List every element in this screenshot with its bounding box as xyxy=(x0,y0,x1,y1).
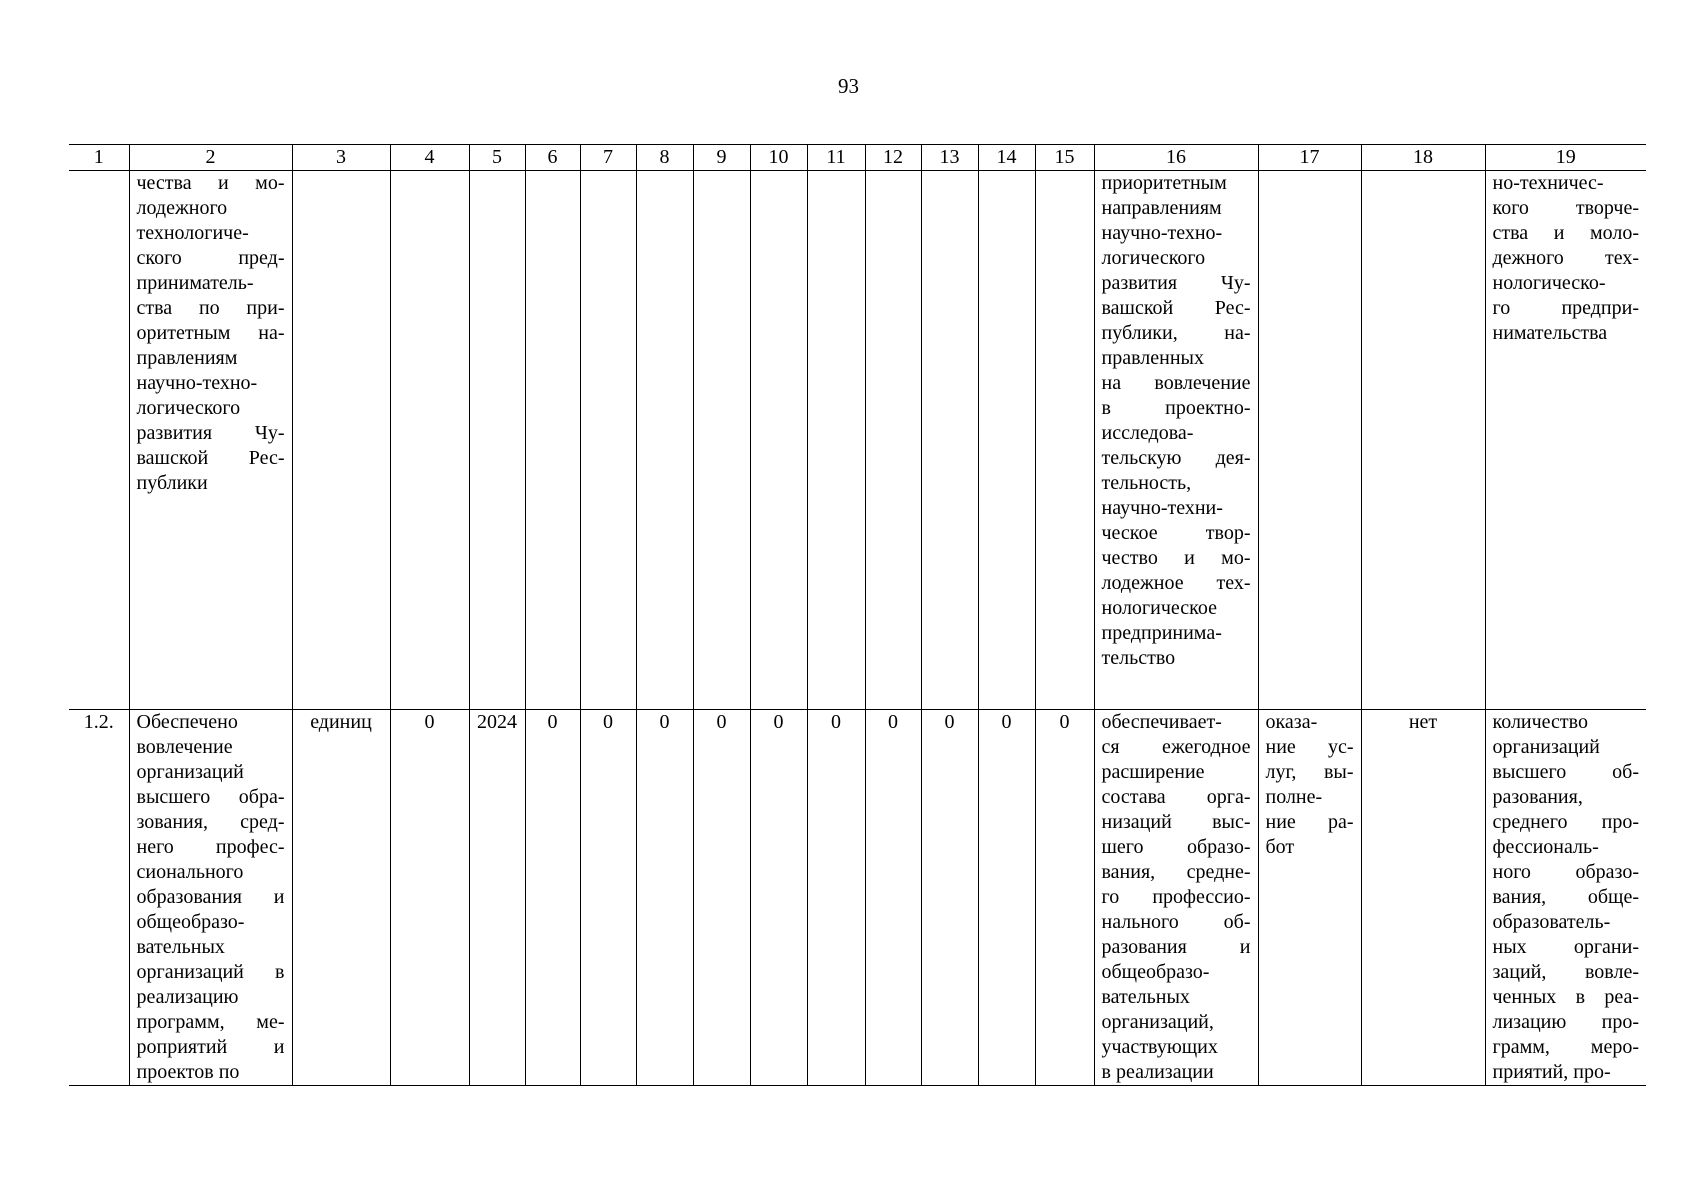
base-year-cell: 2024 xyxy=(469,710,525,1086)
text-line: фессиональ- xyxy=(1492,836,1599,858)
text-line: вательных xyxy=(136,936,225,958)
text-line: вательных xyxy=(1101,986,1190,1008)
text-line: разования и xyxy=(1101,936,1251,958)
row-number-cell xyxy=(69,171,129,710)
text-line: научно-техно- xyxy=(1101,222,1223,244)
column-number-header-row xyxy=(69,145,1646,171)
text-line: приоритетным xyxy=(1101,172,1227,194)
text-line: логического xyxy=(1101,247,1206,269)
empty-cell xyxy=(292,171,390,710)
text-line: организаций xyxy=(136,761,244,783)
cell-text xyxy=(137,171,285,496)
column-number-cell: 15 xyxy=(1035,145,1094,171)
text-line: в реализации xyxy=(1101,1061,1214,1083)
year-value-cell: 0 xyxy=(750,710,807,1086)
indicators-table xyxy=(69,144,1646,1086)
text-line: научно-техни- xyxy=(1101,497,1223,519)
text-line: вашской Рес- xyxy=(1101,297,1251,319)
text-line: нального об- xyxy=(1101,911,1251,933)
column-number-cell: 9 xyxy=(693,145,750,171)
text-line: обеспечивает- xyxy=(1101,711,1222,733)
text-line: вания, средне- xyxy=(1101,861,1251,883)
text-line: ного образо- xyxy=(1492,861,1639,883)
year-value-cell: 0 xyxy=(807,710,865,1086)
empty-cell xyxy=(921,171,978,710)
column-number-cell: 3 xyxy=(292,145,390,171)
text-line: организаций xyxy=(1492,736,1600,758)
column-number-cell: 14 xyxy=(978,145,1035,171)
text-line: кого творче- xyxy=(1492,197,1639,219)
column-number-cell: 12 xyxy=(865,145,921,171)
empty-cell xyxy=(390,171,469,710)
text-line: на вовлечение xyxy=(1101,372,1251,394)
column-number-cell: 13 xyxy=(921,145,978,171)
text-line: среднего про- xyxy=(1492,811,1639,833)
text-line: роприятий и xyxy=(136,1036,285,1058)
text-line: приниматель- xyxy=(136,272,254,294)
text-line: Обеспечено xyxy=(136,711,238,733)
text-line: ского пред- xyxy=(136,247,285,269)
result-type-cell xyxy=(1258,710,1361,1086)
empty-cell xyxy=(580,171,636,710)
text-line: луг, вы- xyxy=(1265,761,1354,783)
text-line: ства по при- xyxy=(136,297,285,319)
text-line: заций, вовле- xyxy=(1492,961,1639,983)
text-line: общеобразо- xyxy=(1101,961,1210,983)
empty-cell xyxy=(807,171,865,710)
empty-cell xyxy=(636,171,693,710)
text-line: лодежного xyxy=(136,197,228,219)
text-line: тельство xyxy=(1101,647,1176,669)
page-number: 93 xyxy=(838,74,859,98)
column-number-cell: 2 xyxy=(129,145,292,171)
year-value-cell: 0 xyxy=(1035,710,1094,1086)
table-row-continuation xyxy=(69,171,1646,710)
year-value-cell: 0 xyxy=(921,710,978,1086)
column-number-cell: 16 xyxy=(1094,145,1258,171)
text-line: в проектно- xyxy=(1101,397,1251,419)
column-number-cell: 17 xyxy=(1258,145,1361,171)
cell-text xyxy=(1493,171,1640,346)
text-line: образования и xyxy=(136,886,285,908)
cell-text xyxy=(137,710,285,1085)
empty-cell xyxy=(469,171,525,710)
text-line: ческое твор- xyxy=(1101,522,1251,544)
text-line: ченных в реа- xyxy=(1492,986,1639,1008)
column-number-cell: 7 xyxy=(580,145,636,171)
text-line: нологическое xyxy=(1101,597,1217,619)
text-line: правленных xyxy=(1101,347,1204,369)
text-line: участвующих xyxy=(1101,1036,1218,1058)
cell-text xyxy=(1493,710,1640,1085)
column-number-cell: 11 xyxy=(807,145,865,171)
text-line: тельность, xyxy=(1101,472,1192,494)
text-line: приятий, про- xyxy=(1492,1061,1611,1083)
text-line: высшего обра- xyxy=(136,786,285,808)
column-number-cell: 19 xyxy=(1485,145,1646,171)
cell-text xyxy=(1266,710,1354,860)
year-value-cell: 0 xyxy=(865,710,921,1086)
text-line: направлениям xyxy=(1101,197,1222,219)
text-line: научно-техно- xyxy=(136,372,258,394)
row-number-cell: 1.2. xyxy=(69,710,129,1086)
text-line: количество xyxy=(1492,711,1588,733)
characteristic-cell xyxy=(1094,171,1258,710)
result-description-cell xyxy=(129,710,292,1086)
indicator-link-cell xyxy=(1485,171,1646,710)
year-value-cell: 0 xyxy=(693,710,750,1086)
column-number-cell: 18 xyxy=(1361,145,1485,171)
text-line: программ, ме- xyxy=(136,1011,285,1033)
text-line: лизацию про- xyxy=(1492,1011,1639,1033)
text-line: полне- xyxy=(1265,786,1323,808)
text-line: нологическо- xyxy=(1492,272,1606,294)
text-line: проектов по xyxy=(136,1061,240,1083)
empty-cell xyxy=(693,171,750,710)
text-line: шего образо- xyxy=(1101,836,1251,858)
table-row-1-2 xyxy=(69,710,1646,1086)
base-value-cell: 0 xyxy=(390,710,469,1086)
text-line: публики, на- xyxy=(1101,322,1251,344)
text-line: нимательства xyxy=(1492,322,1608,344)
text-line: чества и мо- xyxy=(136,172,285,194)
text-line: технологиче- xyxy=(136,222,249,244)
text-line: тельскую дея- xyxy=(1101,447,1251,469)
column-number-cell: 4 xyxy=(390,145,469,171)
empty-cell xyxy=(1258,171,1361,710)
characteristic-cell xyxy=(1094,710,1258,1086)
text-line: ние ра- xyxy=(1265,811,1354,833)
text-line: логического xyxy=(136,397,241,419)
text-line: лодежное тех- xyxy=(1101,572,1251,594)
cell-text xyxy=(1102,710,1251,1085)
column-number-cell: 1 xyxy=(69,145,129,171)
year-value-cell: 0 xyxy=(580,710,636,1086)
text-line: дежного тех- xyxy=(1492,247,1639,269)
text-line: предпринима- xyxy=(1101,622,1222,644)
text-line: оказа- xyxy=(1265,711,1318,733)
empty-cell xyxy=(1361,171,1485,710)
text-line: образователь- xyxy=(1492,911,1611,933)
year-value-cell: 0 xyxy=(978,710,1035,1086)
text-line: зования, сред- xyxy=(136,811,285,833)
text-line: го профессио- xyxy=(1101,886,1251,908)
text-line: правлениям xyxy=(136,347,238,369)
text-line: реализацию xyxy=(136,986,239,1008)
text-line: низаций выс- xyxy=(1101,811,1251,833)
year-value-cell: 0 xyxy=(636,710,693,1086)
text-line: сионального xyxy=(136,861,244,883)
text-line: грамм, меро- xyxy=(1492,1036,1639,1058)
empty-cell xyxy=(525,171,580,710)
column-number-cell: 5 xyxy=(469,145,525,171)
text-line: ние ус- xyxy=(1265,736,1354,758)
column-number-cell: 6 xyxy=(525,145,580,171)
result-description-cell xyxy=(129,171,292,710)
empty-cell xyxy=(750,171,807,710)
text-line: но-техничес- xyxy=(1492,172,1604,194)
text-line: развития Чу- xyxy=(136,422,285,444)
text-line: вашской Рес- xyxy=(136,447,285,469)
text-line: него профес- xyxy=(136,836,285,858)
empty-cell xyxy=(978,171,1035,710)
text-line: общеобразо- xyxy=(136,911,245,933)
text-line: оритетным на- xyxy=(136,322,285,344)
column-number-cell: 8 xyxy=(636,145,693,171)
text-line: состава орга- xyxy=(1101,786,1251,808)
flag-cell: нет xyxy=(1361,710,1485,1086)
text-line: вания, обще- xyxy=(1492,886,1639,908)
text-line: ства и моло- xyxy=(1492,222,1639,244)
text-line: чество и мо- xyxy=(1101,547,1251,569)
text-line: организаций в xyxy=(136,961,285,983)
text-line: развития Чу- xyxy=(1101,272,1251,294)
text-line: разования, xyxy=(1492,786,1583,808)
empty-cell xyxy=(1035,171,1094,710)
text-line: бот xyxy=(1265,836,1295,858)
indicator-link-cell xyxy=(1485,710,1646,1086)
text-line: исследова- xyxy=(1101,422,1194,444)
text-line: вовлечение xyxy=(136,736,233,758)
cell-text xyxy=(1102,171,1251,671)
unit-cell: единиц xyxy=(292,710,390,1086)
column-number-cell: 10 xyxy=(750,145,807,171)
text-line: организаций, xyxy=(1101,1011,1214,1033)
text-line: ся ежегодное xyxy=(1101,736,1251,758)
empty-cell xyxy=(865,171,921,710)
text-line: го предпри- xyxy=(1492,297,1639,319)
text-line: высшего об- xyxy=(1492,761,1639,783)
text-line: ных органи- xyxy=(1492,936,1639,958)
year-value-cell: 0 xyxy=(525,710,580,1086)
text-line: публики xyxy=(136,472,208,494)
text-line: расширение xyxy=(1101,761,1205,783)
